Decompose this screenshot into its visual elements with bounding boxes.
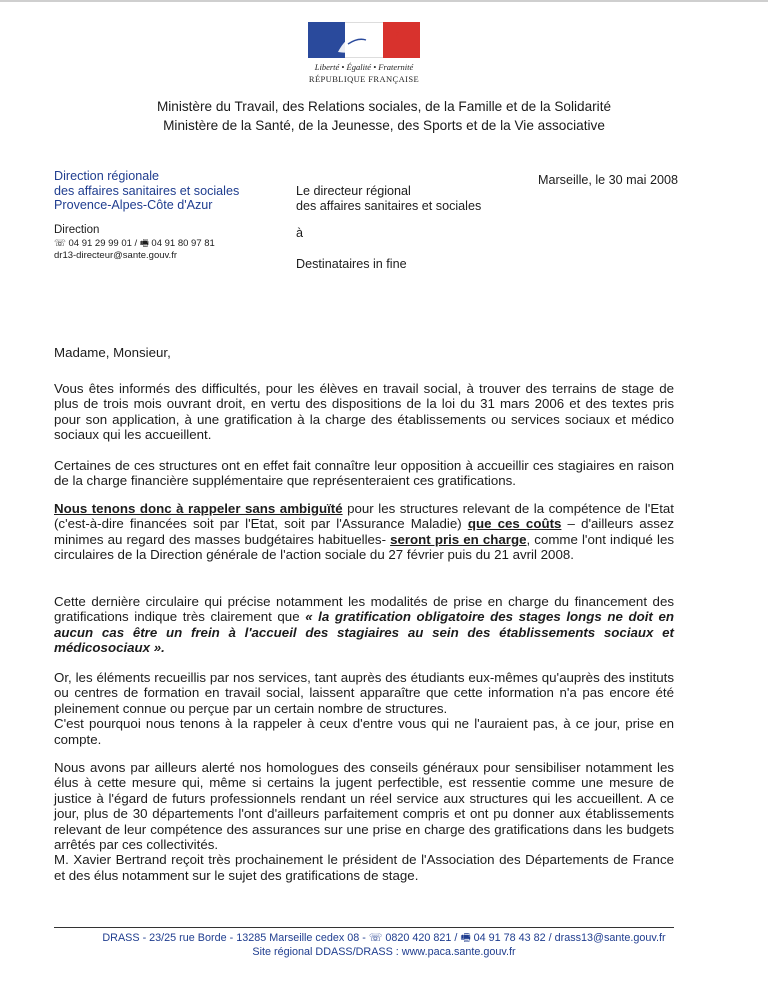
paragraph-2 [54,458,674,489]
p4-quote: « la gratification obligatoire des stages longs ne doit en aucun cas être un frein à l'accueil des stagiaires au sein des établissements sociaux et médicosociaux ». [54,609,674,656]
paragraph-3 [54,501,674,563]
from-line-2: des affaires sanitaires et sociales [296,198,482,213]
p3-text-1: pour les structures relevant de la compétence de l'Etat (c'est-à-dire financées soit par l'Etat, soit par l'Assurance Maladie) [54,501,674,532]
direction-contact [54,224,215,262]
p4-text: Cette dernière circulaire qui précise notamment les modalités de prise en charge du financement des gratifications indique très clairement que [54,594,674,625]
paragraph-5 [54,670,674,747]
paragraph-5a: Or, les éléments recueillis par nos services, tant auprès des étudiants eux-mêmes qu'auprès des instituts ou centres de formation en travail social, laissent apparaître que cette information n'a pas encore été pleinement connue ou perçue par un certain nombre de structures. [54,670,674,716]
paragraph-6b: M. Xavier Bertrand reçoit très prochainement le président de l'Association des Départements de France et des élus notamment sur le sujet des gratifications de stage. [54,852,674,883]
paragraph-6a: Nous avons par ailleurs alerté nos homologues des conseils généraux pour sensibiliser notamment les élus à cette mesure qui, même si certains la jugent perfectible, est ressentie comme une mesure de justice à l'égard de futurs professionnels rendant un réel service aux structures qui les accueillent. A ce jour, plus de 30 départements l'ont d'ailleurs parfaitement compris et ont pu donner aux établissements relevant de leur compétence des assurances sur une prise en charge des gratifications dans les budgets arrêtés par ces collectivités. [54,760,674,853]
republic-name: RÉPUBLIQUE FRANÇAISE [308,74,420,84]
sender-block [54,169,239,213]
sender-line-2: des affaires sanitaires et sociales [54,183,240,198]
from-block [296,184,481,213]
paragraph-2-text: Certaines de ces structures ont en effet fait connaître leur opposition à accueillir ces stagiaires en raison de la charge financière supplémentaire que représenteraient ces gratifications. [54,458,674,489]
direction-label: Direction [54,224,100,236]
email: dr13-directeur@sante.gouv.fr [54,250,177,261]
paragraph-4 [54,594,674,656]
footer-site: Site régional DDASS/DRASS : www.paca.sante.gouv.fr [252,945,516,958]
emphasis-1: Nous tenons donc à rappeler sans ambiguïté [54,501,343,516]
salutation: Madame, Monsieur, [54,345,171,360]
footer-address: DRASS - 23/25 rue Borde - 13285 Marseille cedex 08 - ☏ 0820 420 821 / 🖷 04 91 78 43 82 / drass13@sante.gouv.fr [102,932,666,944]
ministry-line-1: Ministère du Travail, des Relations sociales, de la Famille et de la Solidarité [156,99,612,114]
date-place: Marseille, le 30 mai 2008 [537,173,678,187]
footer-divider [54,927,674,928]
recipients: Destinataires in fine [296,257,407,271]
ministry-line-2: Ministère de la Santé, de la Jeunesse, des Sports et de la Vie associative [163,118,605,133]
scan-top-edge [0,0,768,2]
paragraph-1 [54,381,674,443]
paragraph-5b: C'est pourquoi nous tenons à la rappeler à ceux d'entre vous qui ne l'auraient pas, à ce jour, prise en compte. [54,716,674,747]
sender-line-1: Direction régionale [54,169,160,183]
svg-text:2: 2 [396,32,399,38]
from-line-1: Le directeur régional [296,184,411,198]
sender-line-3: Provence-Alpes-Côte d'Azur [54,198,213,212]
emphasis-2: que ces coûts [467,516,562,532]
flag-graphic [308,22,420,58]
phone-fax: ☏ 04 91 29 99 01 / 🖷 04 91 80 97 81 [54,238,215,249]
to-word: à [296,226,304,240]
marianne-icon [308,22,420,58]
p3-text-3: , comme l'ont indiqué les circulaires de la Direction générale de l'action sociale du 27 février puis du 21 avril 2008. [54,531,675,563]
footer [0,932,768,959]
motto: Liberté • Égalité • Fraternité [314,62,414,72]
paragraph-6 [54,760,674,883]
p3-text-2: – d'ailleurs assez minimes au regard des masses budgétaires habituelles- [54,516,674,547]
emphasis-3: seront pris en charge [390,531,527,547]
paragraph-1-text: Vous êtes informés des difficultés, pour les élèves en travail social, à trouver des terrains de stage de plus de trois mois ouvrant droit, en vertu des dispositions de la loi du 31 mars 2006 et des textes pris pour son application, à une gratification à la charge des établissements ou services sociaux et médico sociaux qui les accueillent. [54,381,674,443]
